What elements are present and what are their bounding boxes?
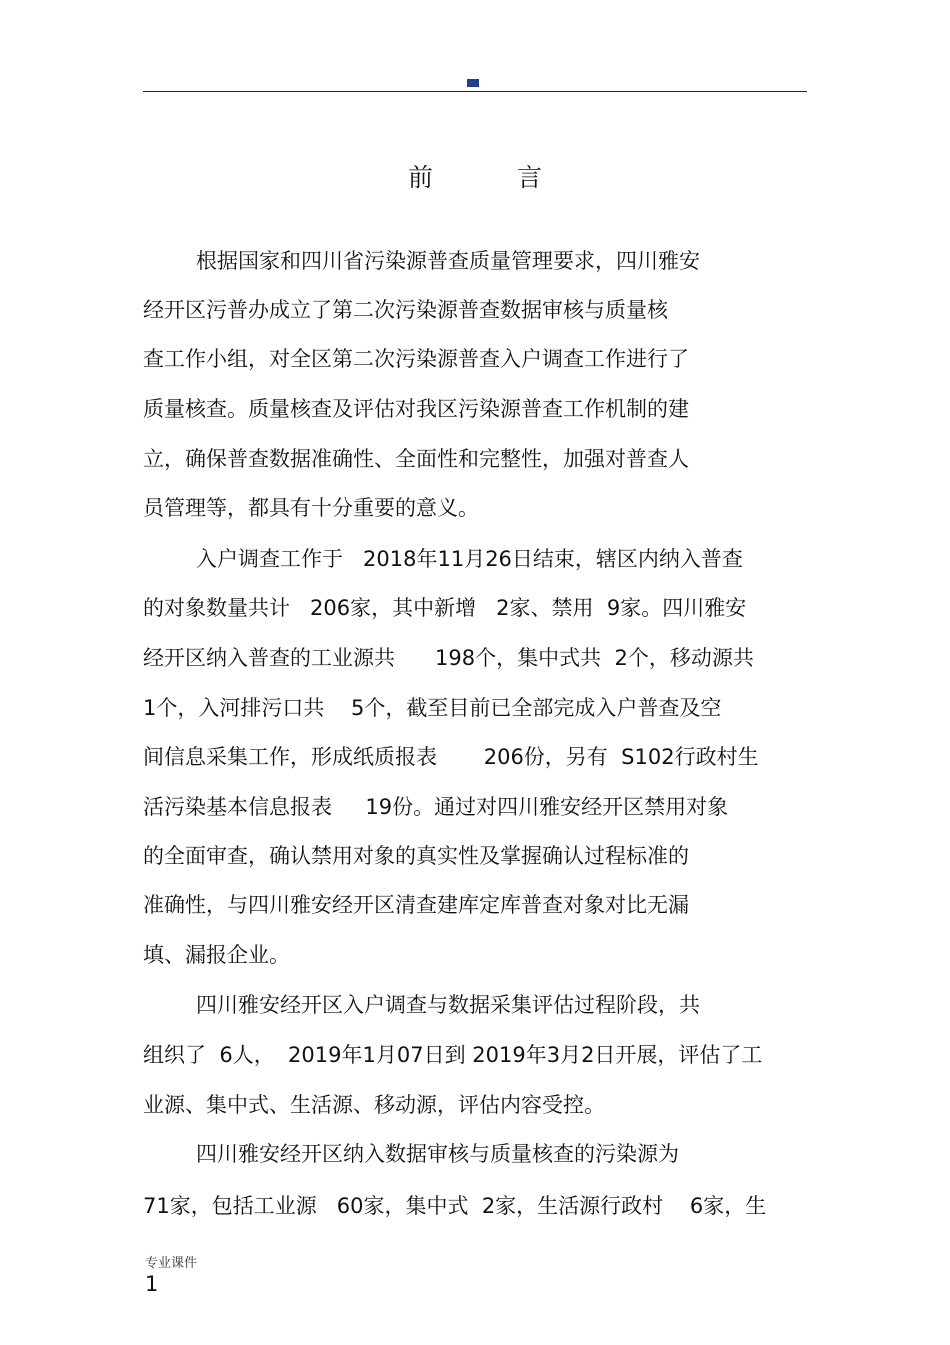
- paragraph-line: 间信息采集工作，形成纸质报表 206份，另有 S102行政村生: [143, 745, 759, 769]
- paragraph-line: 查工作小组，对全区第二次污染源普查入户调查工作进行了: [143, 347, 689, 371]
- paragraph-line: 根据国家和四川省污染源普查质量管理要求，四川雅安: [196, 249, 700, 273]
- paragraph-line: 质量核查。质量核查及评估对我区污染源普查工作机制的建: [143, 397, 689, 421]
- header-mark: [467, 79, 479, 87]
- paragraph-line: 经开区污普办成立了第二次污染源普查数据审核与质量核: [143, 298, 668, 322]
- page-number: 1: [145, 1272, 159, 1296]
- paragraph-line: 四川雅安经开区入户调查与数据采集评估过程阶段，共: [196, 993, 700, 1017]
- paragraph-line: 的全面审查，确认禁用对象的真实性及掌握确认过程标准的: [143, 844, 689, 868]
- paragraph-line: 活污染基本信息报表 19份。通过对四川雅安经开区禁用对象: [143, 795, 729, 819]
- paragraph-line: 立，确保普查数据准确性、全面性和完整性，加强对普查人: [143, 447, 689, 471]
- paragraph-line: 填、漏报企业。: [143, 943, 290, 967]
- footer-label: 专业课件: [145, 1256, 198, 1271]
- paragraph-line: 经开区纳入普查的工业源共 198个，集中式共 2个，移动源共: [143, 646, 754, 670]
- paragraph-line: 员管理等，都具有十分重要的意义。: [143, 496, 479, 520]
- paragraph-line: 业源、集中式、生活源、移动源，评估内容受控。: [143, 1093, 605, 1117]
- paragraph-line: 的对象数量共计 206家，其中新增 2家、禁用 9家。四川雅安: [143, 596, 747, 620]
- paragraph-line: 1个，入河排污口共 5个，截至目前已全部完成入户普查及空: [143, 696, 722, 720]
- header-rule: [143, 91, 807, 92]
- paragraph-line: 入户调查工作于 2018年11月26日结束，辖区内纳入普查: [196, 547, 743, 571]
- page-title: 前 言: [408, 163, 580, 192]
- paragraph-line: 准确性，与四川雅安经开区清查建库定库普查对象对比无漏: [143, 893, 689, 917]
- paragraph-line: 71家，包括工业源 60家，集中式 2家，生活源行政村 6家，生: [143, 1194, 767, 1218]
- paragraph-line: 组织了 6人， 2019年1月07日到 2019年3月2日开展，评估了工: [143, 1043, 763, 1067]
- paragraph-line: 四川雅安经开区纳入数据审核与质量核查的污染源为: [196, 1142, 679, 1166]
